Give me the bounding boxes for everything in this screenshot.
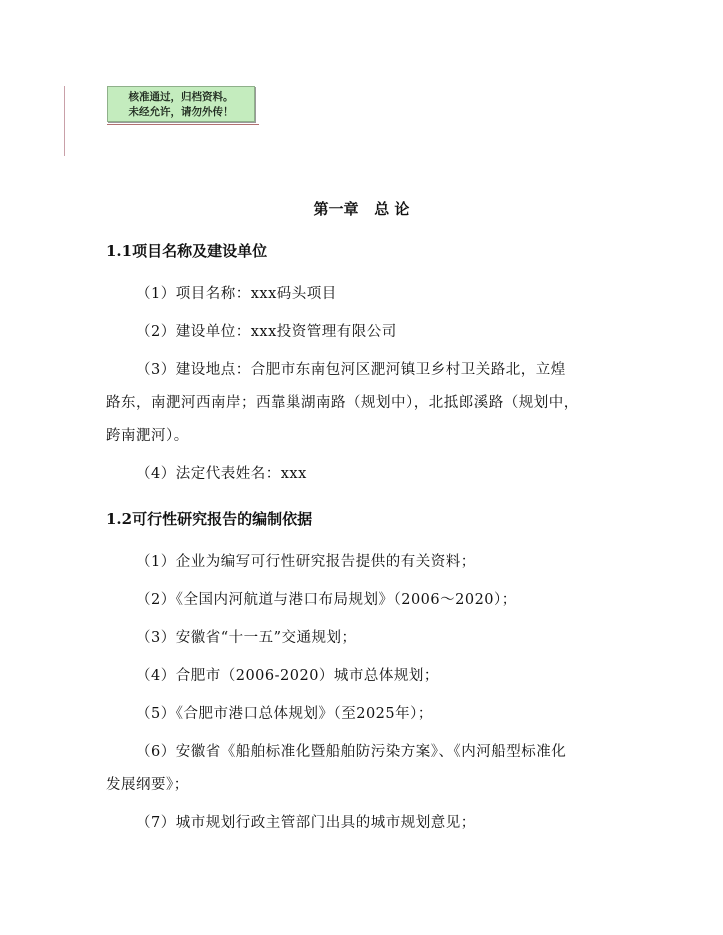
chapter-title: 第一章 总 论 (313, 200, 410, 218)
paragraph-basis-6-line-1: （6）安徽省《船舶标准化暨船舶防污染方案》、《内河船型标准化 (136, 744, 567, 760)
margin-marker-line (64, 86, 65, 156)
paragraph-location-line-1: （3）建设地点：合肥市东南包河区淝河镇卫乡村卫关路北，立煌 (136, 362, 566, 378)
paragraph-builder: （2）建设单位：xxx投资管理有限公司 (136, 324, 397, 340)
paragraph-location-line-3: 跨南淝河）。 (106, 428, 189, 444)
paragraph-basis-1: （1）企业为编写可行性研究报告提供的有关资料； (136, 554, 476, 570)
paragraph-basis-3: （3）安徽省“十一五”交通规划； (136, 630, 357, 646)
paragraph-legal-rep: （4）法定代表姓名：xxx (136, 466, 307, 482)
paragraph-basis-6-line-2: 发展纲要》； (106, 777, 189, 793)
approval-stamp (107, 86, 255, 122)
paragraph-basis-7: （7）城市规划行政主管部门出具的城市规划意见； (136, 815, 476, 831)
stamp-line-2: 未经允许，请勿外传！ (128, 106, 234, 118)
section-heading-1-2: 1.2可行性研究报告的编制依据 (106, 510, 313, 528)
section-heading-1-1: 1.1项目名称及建设单位 (106, 242, 268, 260)
paragraph-location-line-2: 路东，南淝河西南岸；西靠巢湖南路（规划中），北抵郎溪路（规划中， (106, 395, 579, 411)
paragraph-basis-4: （4）合肥市（2006-2020）城市总体规划； (136, 668, 439, 684)
stamp-line-1: 核准通过，归档资料。 (128, 91, 234, 103)
paragraph-basis-2: （2）《全国内河航道与港口布局规划》（2006～2020）； (136, 592, 517, 608)
paragraph-basis-5: （5）《合肥市港口总体规划》（至2025年）； (136, 706, 433, 722)
paragraph-project-name: （1）项目名称：xxx码头项目 (136, 286, 337, 302)
stamp-underline (107, 124, 259, 125)
